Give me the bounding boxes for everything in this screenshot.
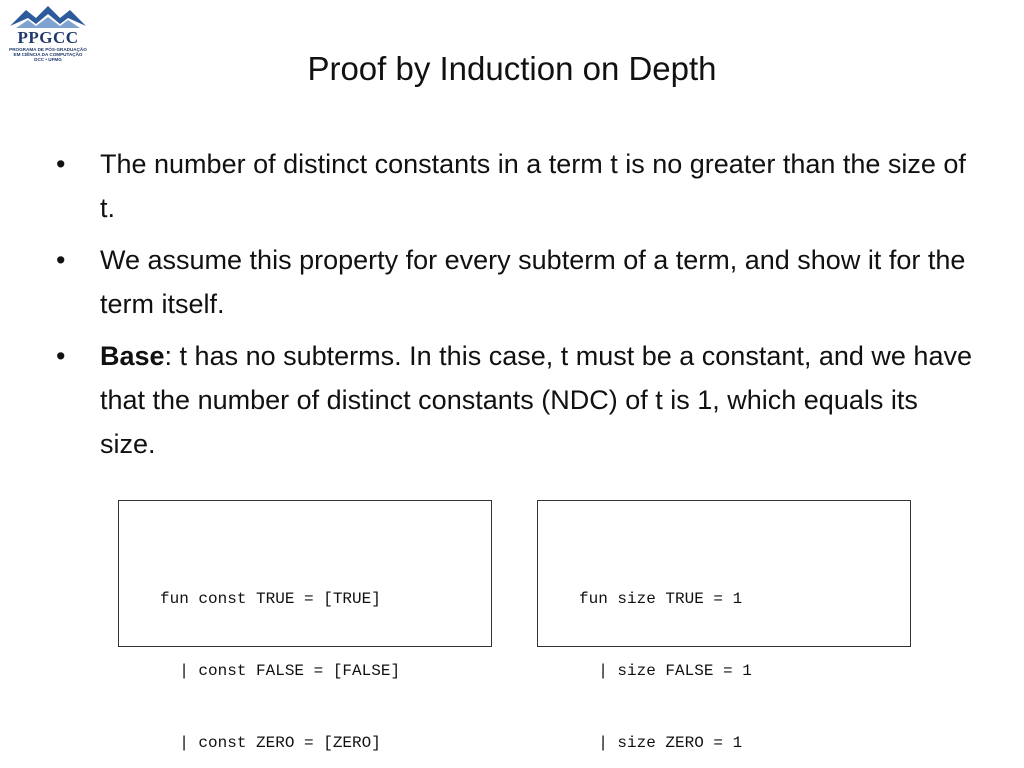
code-block-size (579, 539, 752, 768)
code-box-const (118, 500, 492, 752)
logo-wing-icon (6, 4, 90, 30)
logo-wordmark: PPGCC (17, 28, 79, 47)
bullet-item (56, 238, 976, 326)
bullet-list (56, 142, 976, 474)
code-block-const (160, 539, 400, 768)
logo-subtitle-line-3: DCC • UFMG (34, 57, 62, 62)
code-line: | const FALSE = [FALSE] (160, 662, 401, 680)
bullet-item (56, 334, 976, 466)
bullet-text: The number of distinct constants in a term t is no greater than the size of t. (100, 149, 966, 223)
code-line: fun size TRUE = 1 (579, 590, 743, 608)
code-box-size (537, 500, 911, 752)
bullet-marker: • (56, 245, 66, 275)
logo-subtitle-line-2: EM CIÊNCIA DA COMPUTAÇÃO (13, 52, 83, 57)
bullet-marker: • (56, 149, 66, 179)
bullet-bold-label: Base (100, 341, 165, 371)
code-line: | size FALSE = 1 (579, 662, 752, 680)
bullet-marker: • (56, 341, 66, 371)
bullet-text: : t has no subterms. In this case, t must be a constant, and we have that the number of distinct constants (NDC) of t is 1, which equals its size. (100, 341, 972, 459)
bullet-text: We assume this property for every subterm of a term, and show it for the term itself. (100, 245, 966, 319)
code-line: | size ZERO = 1 (579, 734, 743, 752)
logo-subtitle-line-1: PROGRAMA DE PÓS-GRADUAÇÃO (9, 47, 87, 52)
code-line: | const ZERO = [ZERO] (160, 734, 381, 752)
slide-title: Proof by Induction on Depth (307, 50, 717, 87)
code-line: fun const TRUE = [TRUE] (160, 590, 381, 608)
bullet-item (56, 142, 976, 230)
